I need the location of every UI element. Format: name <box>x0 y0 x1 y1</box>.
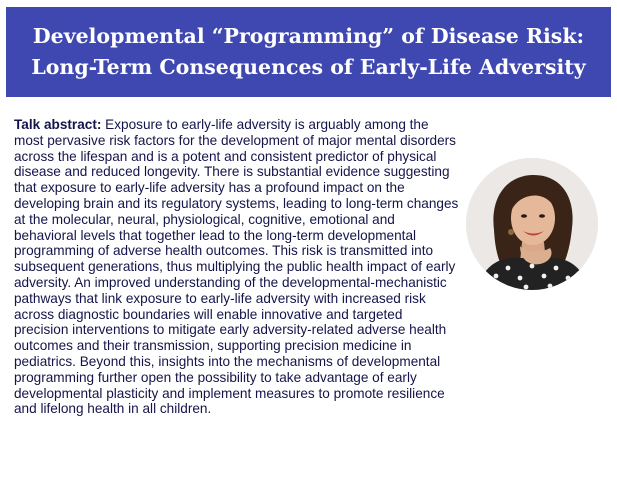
abstract-label: Talk abstract: <box>14 117 102 132</box>
talk-title: Developmental “Programming” of Disease Risk: Long-Term Consequences of Early-Life Adversity <box>31 24 586 79</box>
talk-abstract <box>14 117 460 417</box>
speaker-portrait-icon <box>466 158 598 290</box>
title-banner <box>6 7 611 97</box>
abstract-text: Exposure to early-life adversity is arguably among the most pervasive risk factors for the development of major mental disorders across the lifespan and is a potent and consistent predictor of physical disease and reduced longevity. There is substantial evidence suggesting that exposure to early-life adversity has a profound impact on the developing brain and its regulatory systems, leading to long-term changes at the molecular, neural, physiological, cognitive, emotional and behavioral levels that together lead to the long-term developmental programming of adverse health outcomes. This risk is transmitted into subsequent generations, thus multiplying the public health impact of early adversity. An improved understanding of the developmental-mechanistic pathways that link exposure to early-life adversity with increased risk across diagnostic boundaries will enable innovative and targeted precision interventions to mitigate early adversity-related adverse health outcomes and their transmission, supporting precision medicine in pediatrics. Beyond this, insights into the mechanisms of developmental programming further open the possibility to take advantage of early developmental plasticity and implement measures to promote resilience and lifelong health in all children. <box>14 117 459 417</box>
speaker-portrait <box>466 158 598 290</box>
